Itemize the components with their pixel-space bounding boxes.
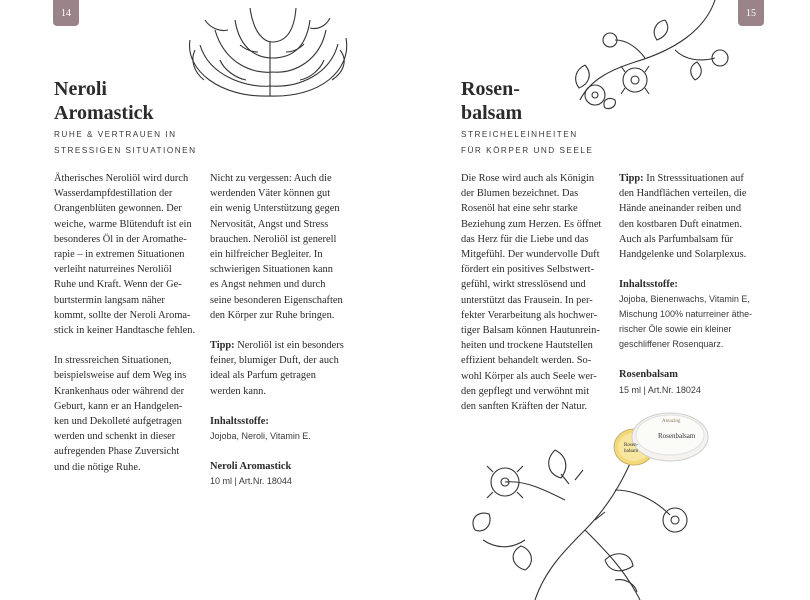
branch-illustration-top <box>565 0 735 115</box>
left-col1-paragraph-2: In stressreichen Situationen, beispielsweise auf dem Weg ins Krankenhaus oder während der Geburt, kann er an Handgelen- ken und Dekolleté aufgetragen werden und schenkt in dieser aufregenden Phase Zuversicht und die nötige Ruhe. <box>54 355 187 473</box>
left-tip-text: Neroliöl ist ein besonders feiner, blumiger Duft, der auch ideal als Parfum getragen werden kann. <box>210 340 344 397</box>
right-page-subtitle: STREICHELEINHEITEN FÜR KÖRPER UND SEELE <box>461 130 594 155</box>
left-column-1 <box>54 171 204 490</box>
left-page-subtitle: RUHE & VERTRAUEN IN STRESSIGEN SITUATIONEN <box>54 130 197 155</box>
peony-illustration <box>180 0 360 100</box>
right-product-name: Rosenbalsam <box>619 369 678 381</box>
page-number-left: 14 <box>53 0 79 26</box>
left-tip-label: Tipp: <box>210 340 235 352</box>
right-ingredients-label: Inhaltsstoffe: <box>619 279 678 291</box>
right-page-title: Rosen- balsam <box>461 78 523 124</box>
balm-jar-photo <box>612 405 712 475</box>
right-tip-label: Tipp: <box>619 173 644 184</box>
left-column-2 <box>210 171 360 489</box>
jar-side-label: Rosen- balsam <box>624 443 639 454</box>
left-product-info: 10 ml | Art.Nr. 18044 <box>210 476 292 487</box>
jar-lid-label: Rosenbalsam <box>658 432 696 440</box>
left-ingredients-label: Inhaltsstoffe: <box>210 415 269 427</box>
page-number-right: 15 <box>738 0 764 26</box>
jar-brand: Amazing <box>662 419 681 424</box>
left-page-title: Neroli Aromastick <box>54 78 154 124</box>
right-column-1 <box>461 171 611 429</box>
right-tip-text: In Stresssituationen auf den Handflächen verteilen, die Hände aneinander reiben und den kostbaren Duft einatmen. Auch als Parfumbalsam für Handgelenke und Solarplexus. <box>619 173 747 261</box>
left-product-name: Neroli Aromastick <box>210 461 292 473</box>
right-column-2 <box>619 171 779 398</box>
left-col2-paragraph-1: Nicht zu vergessen: Auch die werdenden Väter können gut ein wenig Unterstützung gegen Nervosität, Angst und Stress brauchen. Neroliöl ist generell ein hilfreicher Begleiter. In schwierigen Situationen kann es Angst nehmen und durch seine besonderen Eigenschaften den Körper zur Ruhe bringen. <box>210 173 343 321</box>
left-ingredients: Jojoba, Neroli, Vitamin E. <box>210 431 311 442</box>
right-tip <box>619 171 779 262</box>
right-product-info: 15 ml | Art.Nr. 18024 <box>619 384 701 395</box>
left-col1-paragraph-1: Ätherisches Neroliöl wird durch Wasserdampfdestillation der Orangenblüten gewonnen. Der weiche, warme Blütenduft ist ein besonderes Öl in der Aromathe- rapie – in extremen Situationen verleiht naturreines Neroliöl Ruhe und Kraft. Wenn der Ge- burtstermin langsam näher kommt, sollte der Neroli Aroma- stick in keiner Handtasche fehlen. <box>54 173 196 337</box>
right-ingredients: Jojoba, Bienenwachs, Vitamin E, Mischung 100% naturreiner äthe- rischer Öle sowie ein kleiner geschliffener Rosenquarz. <box>619 294 753 350</box>
right-col1-paragraph-1: Die Rose wird auch als Königin der Blumen bezeichnet. Das Rosenöl hat eine sehr starke Beziehung zum Herzen. Es öffnet das Herz für die Liebe und das Mitgefühl. Der wundervolle Duft fördert ein positives Selbstwert- gefühl, wirkt stresslösend und unterstützt das Frausein. In per- fekter Verarbeitung als hochwer- tiger Balsam können Hautunrein- heiten und trockene Hautstellen effizient behandelt werden. So- wohl Körper als auch Seele wer- den gepflegt und verwöhnt mit den sanften Kräften der Natur. <box>461 173 602 413</box>
left-tip <box>210 338 360 399</box>
